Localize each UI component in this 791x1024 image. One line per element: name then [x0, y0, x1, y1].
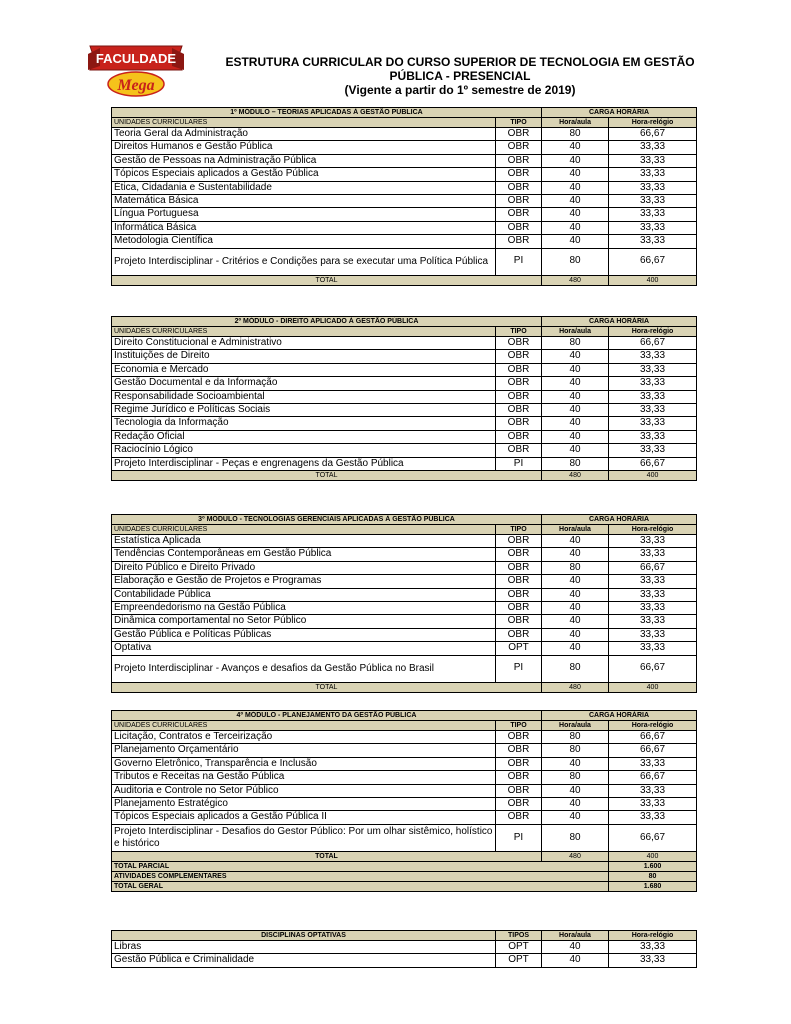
table-row: [112, 954, 697, 967]
optativas-header-row: [112, 931, 697, 941]
faculdade-mega-logo: [86, 40, 186, 98]
tipo-header: TIPO: [496, 118, 542, 128]
unidades-header: UNIDADES CURRICULARES: [112, 118, 496, 128]
course-hora-aula: 80: [542, 824, 609, 851]
course-hora-aula: 40: [542, 235, 609, 248]
course-hora-relogio: 66,67: [609, 337, 697, 350]
table-row: [112, 404, 697, 417]
total-label: TOTAL: [112, 275, 542, 285]
table-row: [112, 248, 697, 275]
table-row: [112, 561, 697, 574]
hora-relogio-header: Hora-relógio: [609, 525, 697, 535]
course-hora-relogio: 33,33: [609, 757, 697, 770]
course-hora-relogio: 33,33: [609, 181, 697, 194]
table-row: [112, 811, 697, 824]
course-hora-aula: 40: [542, 588, 609, 601]
table-row: [112, 141, 697, 154]
course-type: OPT: [496, 941, 542, 954]
total-hora-aula: 480: [542, 851, 609, 861]
course-hora-aula: 40: [542, 208, 609, 221]
course-type: OBR: [496, 168, 542, 181]
summary-row: [112, 881, 697, 891]
unidades-header: UNIDADES CURRICULARES: [112, 327, 496, 337]
hora-relogio-header: Hora-relógio: [609, 327, 697, 337]
course-hora-aula: 40: [542, 141, 609, 154]
course-type: OBR: [496, 377, 542, 390]
total-hora-aula: 480: [542, 275, 609, 285]
module-title: 4º MÓDULO - PLANEJAMENTO DA GESTÃO PÚBLICA: [112, 711, 542, 721]
table-row: [112, 128, 697, 141]
carga-horaria-header: CARGA HORÁRIA: [542, 711, 697, 721]
summary-value: 1.680: [609, 881, 697, 891]
course-name: Economia e Mercado: [112, 363, 496, 376]
course-name: Contabilidade Pública: [112, 588, 496, 601]
course-name: Gestão Pública e Criminalidade: [112, 954, 496, 967]
course-hora-relogio: 33,33: [609, 417, 697, 430]
total-hora-relogio: 400: [609, 851, 697, 861]
course-hora-relogio: 33,33: [609, 628, 697, 641]
table-row: [112, 154, 697, 167]
course-hora-aula: 80: [542, 248, 609, 275]
course-type: OBR: [496, 430, 542, 443]
module-table: [111, 316, 697, 481]
table-row: [112, 798, 697, 811]
course-hora-relogio: 66,67: [609, 655, 697, 682]
summary-label: TOTAL GERAL: [112, 881, 609, 891]
course-type: OBR: [496, 575, 542, 588]
course-hora-aula: 40: [542, 221, 609, 234]
course-hora-relogio: 33,33: [609, 154, 697, 167]
course-name: Responsabilidade Socioambiental: [112, 390, 496, 403]
hora-relogio-header: Hora-relógio: [609, 931, 697, 941]
svg-text:FACULDADE: FACULDADE: [95, 51, 177, 66]
course-name: Estatística Aplicada: [112, 535, 496, 548]
total-label: TOTAL: [112, 471, 542, 481]
course-hora-relogio: 66,67: [609, 824, 697, 851]
course-hora-relogio: 33,33: [609, 535, 697, 548]
course-type: OBR: [496, 195, 542, 208]
table-row: [112, 417, 697, 430]
course-type: OBR: [496, 404, 542, 417]
title-line-3: (Vigente a partir do 1º semestre de 2019): [344, 83, 576, 97]
table-row: [112, 588, 697, 601]
title-line-2: PÚBLICA - PRESENCIAL: [389, 69, 531, 83]
course-hora-aula: 40: [542, 811, 609, 824]
module-title: 2º MÓDULO - DIREITO APLICADO À GESTÃO PÚBLICA: [112, 317, 542, 327]
hora-aula-header: Hora/aula: [542, 327, 609, 337]
course-hora-aula: 80: [542, 128, 609, 141]
module-header-row: [112, 108, 697, 118]
optativas-table: [111, 930, 697, 968]
course-type: OBR: [496, 588, 542, 601]
course-hora-relogio: 33,33: [609, 798, 697, 811]
course-hora-aula: 40: [542, 954, 609, 967]
course-hora-aula: 40: [542, 363, 609, 376]
course-name: Instituições de Direito: [112, 350, 496, 363]
course-type: OBR: [496, 154, 542, 167]
course-name: Governo Eletrônico, Transparência e Inclusão: [112, 757, 496, 770]
summary-label: TOTAL PARCIAL: [112, 861, 609, 871]
course-hora-relogio: 33,33: [609, 444, 697, 457]
module-title: 1º MÓDULO – TEORIAS APLICADAS À GESTÃO PÚBLICA: [112, 108, 542, 118]
course-hora-aula: 40: [542, 417, 609, 430]
table-row: [112, 195, 697, 208]
document-title: [190, 55, 730, 97]
course-type: OBR: [496, 337, 542, 350]
course-name: Dinâmica comportamental no Setor Público: [112, 615, 496, 628]
table-row: [112, 363, 697, 376]
course-hora-aula: 40: [542, 941, 609, 954]
course-hora-aula: 80: [542, 655, 609, 682]
total-hora-relogio: 400: [609, 275, 697, 285]
table-row: [112, 615, 697, 628]
course-hora-relogio: 33,33: [609, 941, 697, 954]
table-row: [112, 350, 697, 363]
course-name: Direito Constitucional e Administrativo: [112, 337, 496, 350]
course-type: OBR: [496, 417, 542, 430]
course-name: Ética, Cidadania e Sustentabilidade: [112, 181, 496, 194]
course-hora-aula: 40: [542, 535, 609, 548]
course-type: OBR: [496, 757, 542, 770]
course-type: OBR: [496, 548, 542, 561]
total-row: [112, 682, 697, 692]
tipo-header: TIPO: [496, 327, 542, 337]
course-name: Projeto Interdisciplinar - Critérios e Condições para se executar uma Política Pública: [112, 248, 496, 275]
course-type: OBR: [496, 771, 542, 784]
module-table: [111, 107, 697, 286]
carga-horaria-header: CARGA HORÁRIA: [542, 317, 697, 327]
module-table: [111, 514, 697, 693]
course-type: OBR: [496, 744, 542, 757]
hora-aula-header: Hora/aula: [542, 525, 609, 535]
course-name: Direitos Humanos e Gestão Pública: [112, 141, 496, 154]
total-row: [112, 275, 697, 285]
course-hora-aula: 40: [542, 154, 609, 167]
course-hora-relogio: 33,33: [609, 168, 697, 181]
course-name: Redação Oficial: [112, 430, 496, 443]
course-type: OBR: [496, 535, 542, 548]
module-header-row: [112, 711, 697, 721]
course-type: OBR: [496, 811, 542, 824]
course-hora-relogio: 33,33: [609, 377, 697, 390]
tipos-header: TIPOS: [496, 931, 542, 941]
hora-aula-header: Hora/aula: [542, 721, 609, 731]
table-row: [112, 602, 697, 615]
course-hora-relogio: 33,33: [609, 811, 697, 824]
table-row: [112, 168, 697, 181]
table-row: [112, 655, 697, 682]
carga-horaria-header: CARGA HORÁRIA: [542, 515, 697, 525]
course-hora-aula: 40: [542, 404, 609, 417]
course-name: Licitação, Contratos e Terceirização: [112, 731, 496, 744]
course-type: OBR: [496, 181, 542, 194]
column-header-row: [112, 118, 697, 128]
course-name: Regime Jurídico e Políticas Sociais: [112, 404, 496, 417]
table-row: [112, 784, 697, 797]
table-row: [112, 221, 697, 234]
course-name: Projeto Interdisciplinar - Peças e engrenagens da Gestão Pública: [112, 457, 496, 470]
course-type: OBR: [496, 350, 542, 363]
optativas-title: DISCIPLINAS OPTATIVAS: [112, 931, 496, 941]
module-title: 3º MÓDULO - TECNOLOGIAS GERENCIAIS APLICADAS À GESTÃO PÚBLICA: [112, 515, 542, 525]
course-type: OBR: [496, 798, 542, 811]
course-name: Teoria Geral da Administração: [112, 128, 496, 141]
course-hora-relogio: 33,33: [609, 390, 697, 403]
hora-relogio-header: Hora-relógio: [609, 118, 697, 128]
course-type: OBR: [496, 390, 542, 403]
total-row: [112, 471, 697, 481]
table-row: [112, 941, 697, 954]
table-row: [112, 731, 697, 744]
course-name: Tributos e Receitas na Gestão Pública: [112, 771, 496, 784]
course-name: Tópicos Especiais aplicados a Gestão Pública II: [112, 811, 496, 824]
course-hora-relogio: 33,33: [609, 141, 697, 154]
course-type: OBR: [496, 221, 542, 234]
total-row: [112, 851, 697, 861]
course-hora-aula: 80: [542, 561, 609, 574]
course-hora-aula: 80: [542, 771, 609, 784]
course-hora-relogio: 33,33: [609, 350, 697, 363]
module-header-row: [112, 317, 697, 327]
course-name: Língua Portuguesa: [112, 208, 496, 221]
course-type: OPT: [496, 642, 542, 655]
course-name: Elaboração e Gestão de Projetos e Programas: [112, 575, 496, 588]
course-hora-aula: 80: [542, 337, 609, 350]
course-hora-aula: 80: [542, 744, 609, 757]
total-hora-aula: 480: [542, 471, 609, 481]
course-hora-aula: 40: [542, 602, 609, 615]
course-hora-relogio: 33,33: [609, 784, 697, 797]
course-hora-aula: 40: [542, 377, 609, 390]
table-row: [112, 337, 697, 350]
course-hora-aula: 40: [542, 390, 609, 403]
tipo-header: TIPO: [496, 525, 542, 535]
course-type: OBR: [496, 602, 542, 615]
column-header-row: [112, 327, 697, 337]
course-type: PI: [496, 824, 542, 851]
course-hora-aula: 80: [542, 457, 609, 470]
table-row: [112, 757, 697, 770]
summary-label: ATIVIDADES COMPLEMENTARES: [112, 871, 609, 881]
table-row: [112, 575, 697, 588]
course-type: OBR: [496, 628, 542, 641]
course-hora-relogio: 66,67: [609, 128, 697, 141]
course-hora-relogio: 33,33: [609, 363, 697, 376]
table-row: [112, 208, 697, 221]
title-line-1: ESTRUTURA CURRICULAR DO CURSO SUPERIOR DE TECNOLOGIA EM GESTÃO: [225, 55, 695, 69]
course-type: OBR: [496, 731, 542, 744]
course-hora-relogio: 33,33: [609, 575, 697, 588]
total-label: TOTAL: [112, 682, 542, 692]
table-row: [112, 390, 697, 403]
course-hora-aula: 40: [542, 642, 609, 655]
course-hora-aula: 40: [542, 444, 609, 457]
course-type: PI: [496, 248, 542, 275]
course-name: Raciocínio Lógico: [112, 444, 496, 457]
course-hora-aula: 40: [542, 168, 609, 181]
course-hora-aula: 40: [542, 784, 609, 797]
course-name: Tópicos Especiais aplicados a Gestão Pública: [112, 168, 496, 181]
course-hora-relogio: 33,33: [609, 588, 697, 601]
course-hora-relogio: 33,33: [609, 602, 697, 615]
course-type: OBR: [496, 208, 542, 221]
course-name: Projeto Interdisciplinar - Avanços e desafios da Gestão Pública no Brasil: [112, 655, 496, 682]
course-hora-aula: 40: [542, 757, 609, 770]
hora-aula-header: Hora/aula: [542, 931, 609, 941]
summary-row: [112, 861, 697, 871]
unidades-header: UNIDADES CURRICULARES: [112, 721, 496, 731]
table-row: [112, 535, 697, 548]
hora-relogio-header: Hora-relógio: [609, 721, 697, 731]
column-header-row: [112, 721, 697, 731]
course-type: OBR: [496, 235, 542, 248]
course-name: Gestão Documental e da Informação: [112, 377, 496, 390]
table-row: [112, 628, 697, 641]
course-type: PI: [496, 655, 542, 682]
table-row: [112, 824, 697, 851]
course-hora-aula: 40: [542, 181, 609, 194]
course-hora-aula: 40: [542, 628, 609, 641]
course-name: Direito Público e Direito Privado: [112, 561, 496, 574]
table-row: [112, 444, 697, 457]
course-hora-aula: 40: [542, 798, 609, 811]
total-label: TOTAL: [112, 851, 542, 861]
course-hora-aula: 80: [542, 731, 609, 744]
course-hora-relogio: 66,67: [609, 744, 697, 757]
course-hora-aula: 40: [542, 195, 609, 208]
course-type: OBR: [496, 784, 542, 797]
course-hora-relogio: 33,33: [609, 235, 697, 248]
course-name: Empreendedorismo na Gestão Pública: [112, 602, 496, 615]
total-hora-aula: 480: [542, 682, 609, 692]
course-hora-relogio: 33,33: [609, 430, 697, 443]
course-name: Libras: [112, 941, 496, 954]
course-hora-relogio: 33,33: [609, 642, 697, 655]
course-type: OBR: [496, 615, 542, 628]
course-hora-relogio: 66,67: [609, 561, 697, 574]
course-type: OPT: [496, 954, 542, 967]
table-row: [112, 377, 697, 390]
table-row: [112, 744, 697, 757]
course-hora-relogio: 33,33: [609, 208, 697, 221]
course-name: Optativa: [112, 642, 496, 655]
hora-aula-header: Hora/aula: [542, 118, 609, 128]
course-type: OBR: [496, 363, 542, 376]
course-hora-relogio: 33,33: [609, 404, 697, 417]
course-type: OBR: [496, 444, 542, 457]
total-hora-relogio: 400: [609, 471, 697, 481]
course-name: Planejamento Estratégico: [112, 798, 496, 811]
course-hora-relogio: 33,33: [609, 615, 697, 628]
carga-horaria-header: CARGA HORÁRIA: [542, 108, 697, 118]
course-name: Tecnologia da Informação: [112, 417, 496, 430]
unidades-header: UNIDADES CURRICULARES: [112, 525, 496, 535]
course-hora-aula: 40: [542, 615, 609, 628]
course-hora-relogio: 33,33: [609, 195, 697, 208]
course-hora-relogio: 33,33: [609, 221, 697, 234]
column-header-row: [112, 525, 697, 535]
course-type: PI: [496, 457, 542, 470]
summary-row: [112, 871, 697, 881]
module-header-row: [112, 515, 697, 525]
course-name: Auditoria e Controle no Setor Público: [112, 784, 496, 797]
course-hora-relogio: 66,67: [609, 457, 697, 470]
course-name: Metodologia Científica: [112, 235, 496, 248]
table-row: [112, 771, 697, 784]
course-name: Gestão Pública e Políticas Públicas: [112, 628, 496, 641]
course-type: OBR: [496, 141, 542, 154]
table-row: [112, 548, 697, 561]
tipo-header: TIPO: [496, 721, 542, 731]
course-name: Planejamento Orçamentário: [112, 744, 496, 757]
table-row: [112, 642, 697, 655]
table-row: [112, 181, 697, 194]
course-hora-relogio: 66,67: [609, 248, 697, 275]
module-table: [111, 710, 697, 892]
course-type: OBR: [496, 128, 542, 141]
table-row: [112, 457, 697, 470]
course-name: Gestão de Pessoas na Administração Pública: [112, 154, 496, 167]
table-row: [112, 235, 697, 248]
course-name: Tendências Contemporâneas em Gestão Pública: [112, 548, 496, 561]
svg-text:Mega: Mega: [117, 77, 155, 94]
course-hora-relogio: 33,33: [609, 548, 697, 561]
course-name: Matemática Básica: [112, 195, 496, 208]
total-hora-relogio: 400: [609, 682, 697, 692]
summary-value: 1.600: [609, 861, 697, 871]
course-hora-relogio: 33,33: [609, 954, 697, 967]
summary-value: 80: [609, 871, 697, 881]
course-hora-aula: 40: [542, 575, 609, 588]
course-name: Informática Básica: [112, 221, 496, 234]
table-row: [112, 430, 697, 443]
course-hora-relogio: 66,67: [609, 731, 697, 744]
course-hora-aula: 40: [542, 430, 609, 443]
course-hora-aula: 40: [542, 350, 609, 363]
course-hora-aula: 40: [542, 548, 609, 561]
course-name: Projeto Interdisciplinar - Desafios do Gestor Público: Por um olhar sistêmico, holístico e histórico: [112, 824, 496, 851]
course-hora-relogio: 66,67: [609, 771, 697, 784]
course-type: OBR: [496, 561, 542, 574]
